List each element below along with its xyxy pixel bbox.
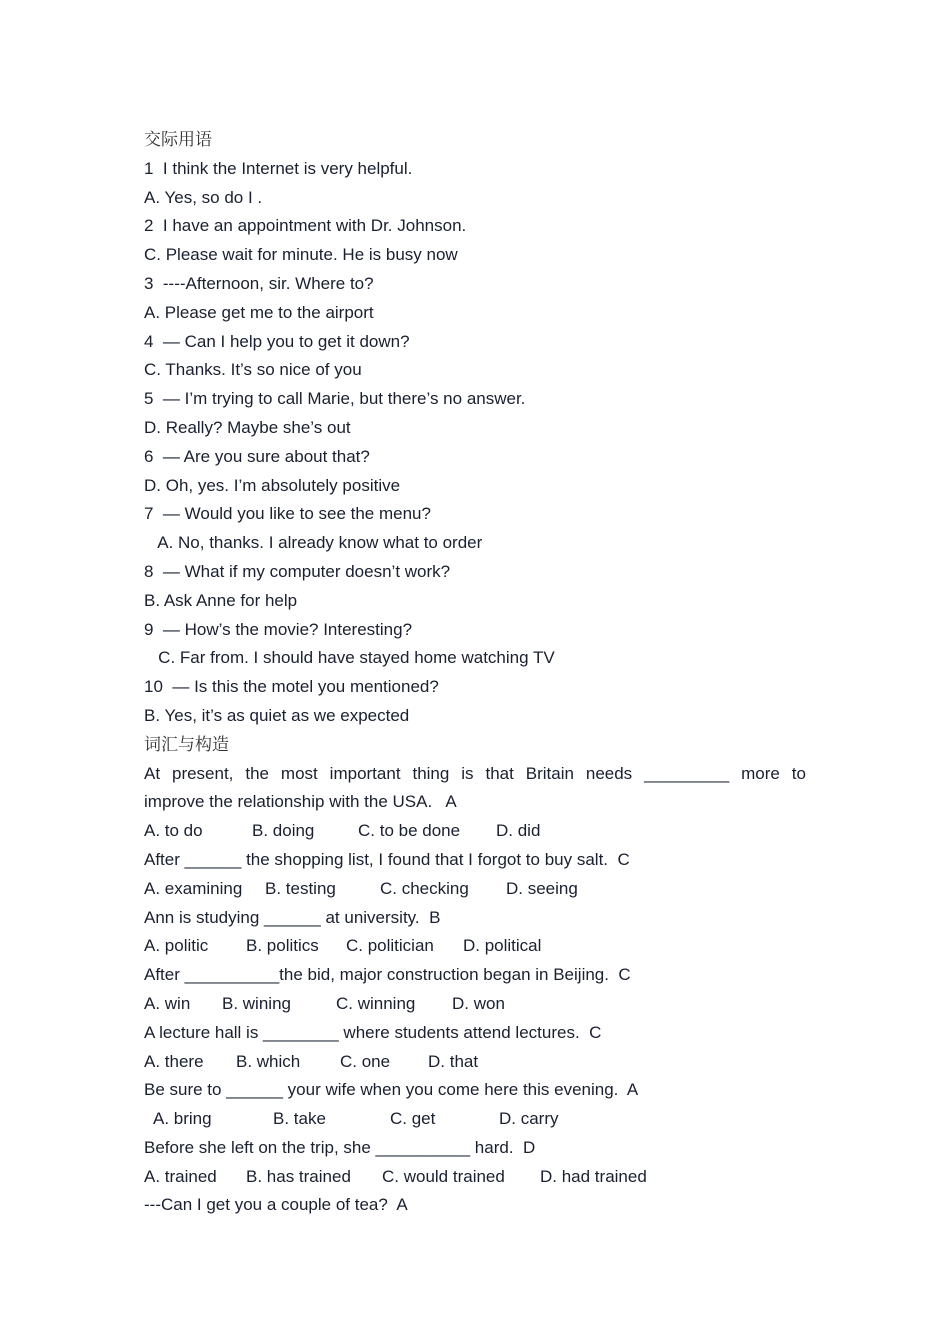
dialogue-prompt: 3 ----Afternoon, sir. Where to?: [144, 273, 374, 293]
answer-option: C. checking: [380, 878, 469, 898]
answer-option: B. take: [273, 1109, 326, 1129]
word: Britain: [525, 763, 574, 783]
options-line: [144, 875, 806, 904]
word: important: [329, 763, 401, 783]
answer-option: B. testing: [265, 878, 336, 898]
options-line: [144, 1163, 806, 1192]
answer-option: A. examining: [144, 878, 243, 898]
question-line: ---Can I get you a couple of tea? A: [144, 1195, 408, 1215]
answer-option: A. bring: [153, 1109, 212, 1129]
answer-option: D. seeing: [506, 878, 578, 898]
question-line: A lecture hall is ________ where students attend lectures. C: [144, 1022, 602, 1042]
dialogue-answer: C. Far from. I should have stayed home watching TV: [144, 648, 555, 668]
answer-option: C. winning: [336, 993, 416, 1013]
dialogue-answer: C. Thanks. It’s so nice of you: [144, 360, 362, 380]
question-line: Before she left on the trip, she __________ hard. D: [144, 1137, 536, 1157]
answer-option: A. there: [144, 1051, 204, 1071]
dialogue-prompt: 5 — I’m trying to call Marie, but there’s no answer.: [144, 389, 526, 409]
word: that: [485, 763, 514, 783]
section-heading-communication: 交际用语: [144, 130, 212, 150]
dialogue-prompt: 10 — Is this the motel you mentioned?: [144, 677, 439, 697]
communication-section: [144, 155, 806, 731]
answer-option: C. to be done: [358, 821, 461, 841]
options-line: [144, 1048, 806, 1077]
dialogue-prompt: 2 I have an appointment with Dr. Johnson.: [144, 216, 467, 236]
answer-option: D. political: [463, 936, 542, 956]
dialogue-answer: B. Yes, it’s as quiet as we expected: [144, 705, 410, 725]
dialogue-answer: A. Yes, so do I .: [144, 187, 263, 207]
answer-option: D. had trained: [540, 1166, 647, 1186]
word: to: [791, 763, 806, 783]
answer-option: B. wining: [222, 993, 291, 1013]
options-line: [144, 990, 806, 1019]
word: is: [461, 763, 474, 783]
dialogue-answer: A. No, thanks. I already know what to order: [144, 533, 483, 553]
answer-option: C. politician: [346, 936, 434, 956]
word: present,: [171, 763, 234, 783]
word: At: [144, 763, 161, 783]
question-line: Be sure to ______ your wife when you come here this evening. A: [144, 1080, 639, 1100]
dialogue-prompt: 1 I think the Internet is very helpful.: [144, 158, 413, 178]
dialogue-prompt: 7 — Would you like to see the menu?: [144, 504, 431, 524]
answer-option: B. doing: [252, 821, 315, 841]
word: the: [245, 763, 269, 783]
question-line: improve the relationship with the USA. A: [144, 792, 457, 812]
options-line: [144, 1105, 806, 1134]
dialogue-answer: D. Oh, yes. I’m absolutely positive: [144, 475, 401, 495]
dialogue-prompt: 6 — Are you sure about that?: [144, 446, 370, 466]
word: thing: [412, 763, 450, 783]
answer-option: D. that: [428, 1051, 479, 1071]
answer-option: D. did: [496, 821, 541, 841]
answer-option: B. has trained: [246, 1166, 351, 1186]
answer-option: A. to do: [144, 821, 203, 841]
dialogue-answer: A. Please get me to the airport: [144, 302, 374, 322]
word: needs: [585, 763, 633, 783]
dialogue-prompt: 8 — What if my computer doesn’t work?: [144, 561, 451, 581]
dialogue-answer: D. Really? Maybe she’s out: [144, 417, 351, 437]
question-line: Ann is studying ______ at university. B: [144, 907, 441, 927]
word: _________: [644, 763, 730, 783]
dialogue-answer: B. Ask Anne for help: [144, 590, 298, 610]
word: most: [280, 763, 318, 783]
options-line: [144, 932, 806, 961]
answer-option: A. politic: [144, 936, 209, 956]
answer-option: B. politics: [246, 936, 319, 956]
word: more: [741, 763, 780, 783]
answer-option: C. would trained: [382, 1166, 505, 1186]
answer-option: C. get: [390, 1109, 436, 1129]
question-line: After ______ the shopping list, I found that I forgot to buy salt. C: [144, 849, 630, 869]
answer-option: A. win: [144, 993, 191, 1013]
dialogue-prompt: 9 — How’s the movie? Interesting?: [144, 619, 413, 639]
options-line: [144, 817, 806, 846]
answer-option: C. one: [340, 1051, 391, 1071]
question-line-justified: [144, 760, 806, 789]
answer-option: A. trained: [144, 1166, 217, 1186]
document-page: [144, 126, 806, 1220]
dialogue-answer: C. Please wait for minute. He is busy now: [144, 245, 458, 265]
answer-option: D. carry: [499, 1109, 559, 1129]
dialogue-prompt: 4 — Can I help you to get it down?: [144, 331, 410, 351]
answer-option: D. won: [452, 993, 505, 1013]
section-heading-vocabulary: 词汇与构造: [144, 734, 229, 755]
question-line: After __________the bid, major construction began in Beijing. C: [144, 965, 631, 985]
answer-option: B. which: [236, 1051, 301, 1071]
